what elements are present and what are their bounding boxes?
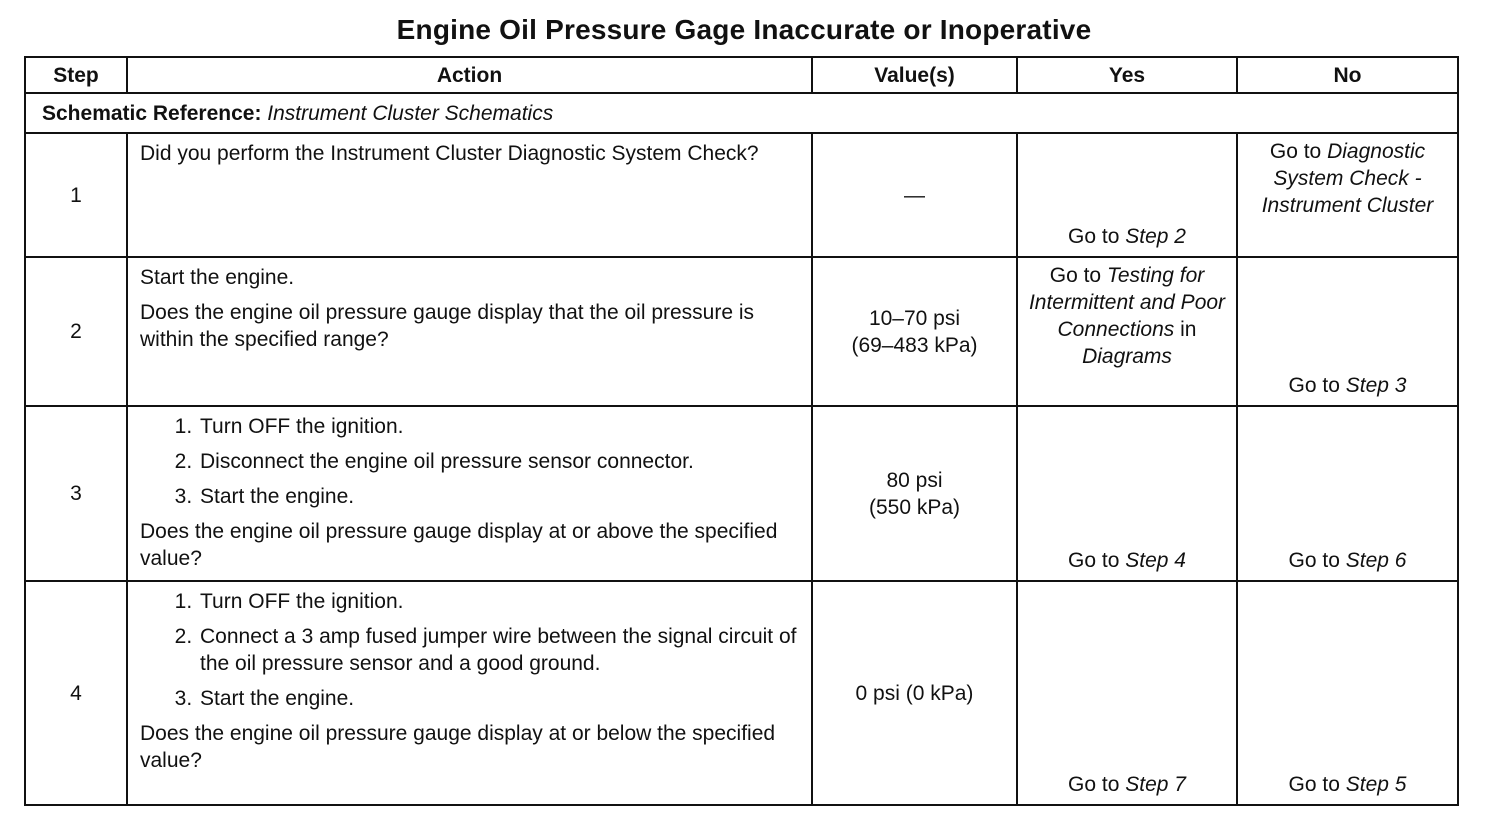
step-number: 2: [25, 257, 127, 406]
yes-result: [1018, 258, 1236, 370]
table-row-step-1: [25, 133, 1458, 257]
header-yes: Yes: [1017, 57, 1237, 93]
no-cell: [1237, 257, 1458, 406]
yes-result: [1018, 771, 1236, 798]
no-cell: [1237, 581, 1458, 805]
action-cell: [127, 406, 812, 581]
no-result: [1238, 771, 1457, 798]
no-result: [1238, 134, 1457, 219]
value-line: 10–70 psi: [868, 306, 961, 330]
action-step-item: 1. Turn OFF the ignition.: [198, 413, 799, 440]
schematic-row: [25, 93, 1458, 133]
yes-result: [1018, 223, 1236, 250]
diagnostic-table: [24, 56, 1459, 806]
schematic-link[interactable]: Instrument Cluster Schematics: [267, 101, 554, 125]
no-link[interactable]: Diagnostic System Check - Instrument Cluster: [1261, 140, 1434, 217]
value-cell: [812, 257, 1017, 406]
yes-cell: [1017, 257, 1237, 406]
no-result: [1238, 372, 1457, 399]
value-line-metric: (69–483 kPa): [851, 333, 978, 357]
yes-prefix: Go to: [1068, 773, 1120, 796]
yes-cell: [1017, 133, 1237, 257]
header-step: Step: [25, 57, 127, 93]
no-prefix: Go to: [1288, 773, 1340, 796]
header-no: No: [1237, 57, 1458, 93]
step-number: 3: [25, 406, 127, 581]
schematic-label: Schematic Reference:: [42, 101, 262, 125]
schematic-reference: [25, 93, 1458, 133]
action-question: Does the engine oil pressure gauge display at or above the specified value?: [140, 520, 778, 570]
action-step-item: 3. Start the engine.: [198, 483, 799, 510]
value-line-metric: (550 kPa): [868, 495, 961, 519]
value-cell: [812, 581, 1017, 805]
yes-prefix: Go to: [1049, 264, 1102, 287]
yes-cell: [1017, 581, 1237, 805]
action-step-item: 2. Disconnect the engine oil pressure sensor connector.: [198, 448, 799, 475]
yes-link-2[interactable]: Diagrams: [1082, 345, 1172, 368]
action-steps: [140, 413, 799, 510]
no-cell: [1237, 406, 1458, 581]
no-result: [1238, 547, 1457, 574]
action-question: Does the engine oil pressure gauge display at or below the specified value?: [140, 722, 776, 772]
action-cell: [127, 581, 812, 805]
no-link[interactable]: Step 3: [1345, 374, 1407, 397]
no-prefix: Go to: [1288, 374, 1340, 397]
table-row-step-4: [25, 581, 1458, 805]
header-values: Value(s): [812, 57, 1017, 93]
no-prefix: Go to: [1269, 140, 1322, 163]
value-cell: [812, 133, 1017, 257]
value-line: —: [904, 183, 925, 207]
action-question: Does the engine oil pressure gauge display that the oil pressure is within the specified range?: [140, 301, 755, 351]
table-row-step-3: [25, 406, 1458, 581]
page-title: Engine Oil Pressure Gage Inaccurate or Inoperative: [396, 14, 1092, 45]
yes-link[interactable]: Step 4: [1125, 549, 1186, 572]
action-step-item: 2. Connect a 3 amp fused jumper wire between the signal circuit of the oil pressure sensor and a good ground.: [198, 623, 799, 677]
header-action: Action: [127, 57, 812, 93]
value-line: 0 psi (0 kPa): [855, 681, 974, 705]
action-steps: [140, 588, 799, 712]
table-row-step-2: [25, 257, 1458, 406]
step-number: 1: [25, 133, 127, 257]
yes-link[interactable]: Testing for Intermittent and Poor Connections: [1028, 264, 1226, 341]
yes-link[interactable]: Step 7: [1125, 773, 1186, 796]
action-step-item: 1. Turn OFF the ignition.: [198, 588, 799, 615]
action-cell: [127, 133, 812, 257]
no-link[interactable]: Step 6: [1345, 549, 1407, 572]
action-question: Did you perform the Instrument Cluster Diagnostic System Check?: [140, 142, 759, 165]
action-step-item: 3. Start the engine.: [198, 685, 799, 712]
yes-prefix: Go to: [1068, 225, 1120, 248]
no-prefix: Go to: [1288, 549, 1340, 572]
yes-mid: in: [1180, 318, 1197, 341]
action-intro: Start the engine.: [140, 266, 295, 289]
step-number: 4: [25, 581, 127, 805]
value-cell: [812, 406, 1017, 581]
action-cell: [127, 257, 812, 406]
no-cell: [1237, 133, 1458, 257]
yes-link[interactable]: Step 2: [1125, 225, 1186, 248]
yes-result: [1018, 547, 1236, 574]
no-link[interactable]: Step 5: [1345, 773, 1407, 796]
yes-prefix: Go to: [1068, 549, 1120, 572]
yes-cell: [1017, 406, 1237, 581]
value-line: 80 psi: [886, 468, 943, 492]
header-row: [25, 57, 1458, 93]
